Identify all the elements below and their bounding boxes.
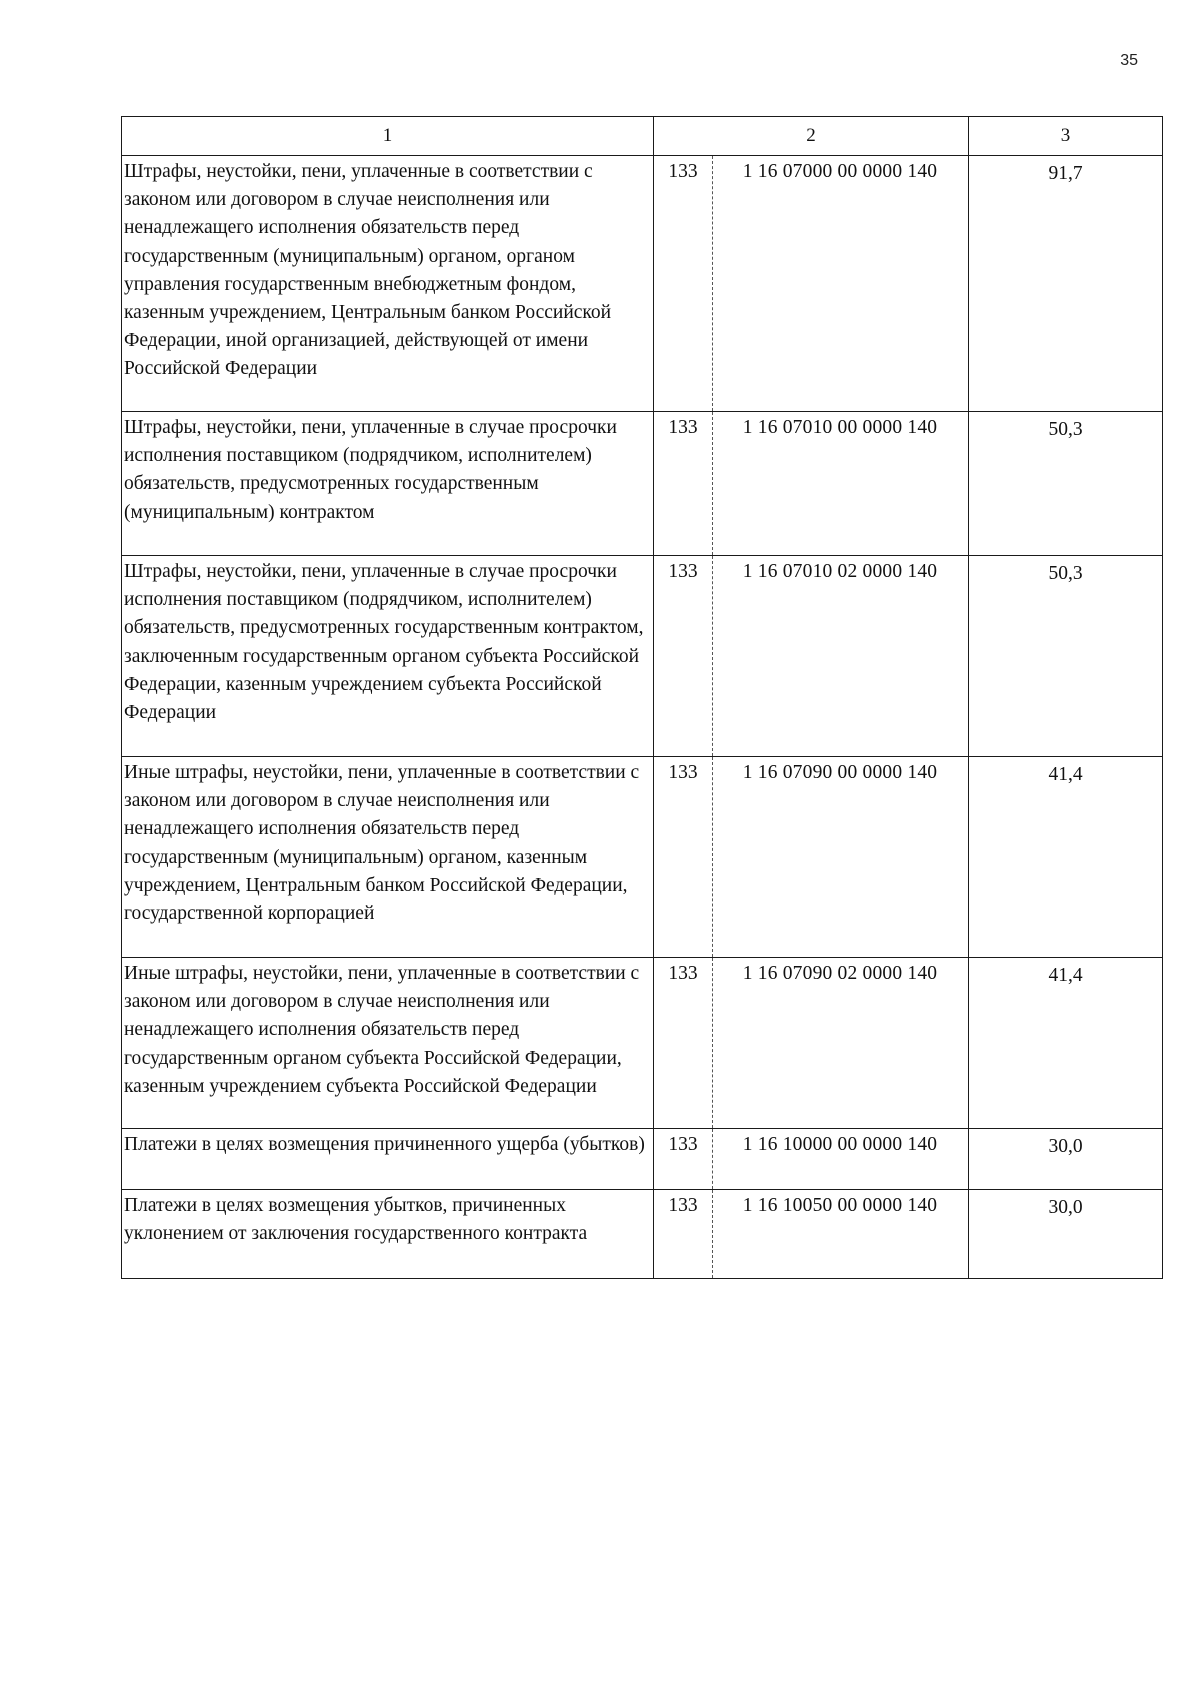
admin-code: 133	[654, 412, 713, 555]
table-row	[122, 958, 1163, 1129]
kbk-code: 1 16 07090 00 0000 140	[742, 762, 938, 783]
row-description: Иные штрафы, неустойки, пени, уплаченные в соответствии с законом или договором в случае неисполнения или ненадлежащего исполнения обязательств перед государственным органом субъекта Российской Федерации, казенным учреждением субъекта Российской Федерации	[122, 958, 654, 1129]
admin-code: 133	[654, 1190, 713, 1278]
kbk-code: 1 16 07010 00 0000 140	[742, 417, 938, 438]
admin-code: 133	[654, 958, 713, 1128]
column-header-1: 1	[122, 117, 654, 156]
column-header-2: 2	[654, 117, 969, 156]
table-row	[122, 412, 1163, 556]
row-code-cell	[654, 412, 969, 556]
row-amount: 41,4	[969, 757, 1163, 958]
admin-code: 133	[654, 757, 713, 957]
table-row	[122, 1190, 1163, 1279]
table-row	[122, 757, 1163, 958]
row-amount: 41,4	[969, 958, 1163, 1129]
column-header-3: 3	[969, 117, 1163, 156]
kbk-code: 1 16 07010 02 0000 140	[742, 561, 938, 582]
admin-code: 133	[654, 556, 713, 756]
row-amount: 30,0	[969, 1190, 1163, 1279]
row-amount: 30,0	[969, 1129, 1163, 1190]
row-description: Штрафы, неустойки, пени, уплаченные в соответствии с законом или договором в случае неисполнения или ненадлежащего исполнения обязательств перед государственным (муниципальным) органом, органом управления государственным внебюджетным фондом, казенным учреждением, Центральным банком Российской Федерации, иной организацией, действующей от имени Российской Федерации	[122, 156, 654, 412]
table-row	[122, 156, 1163, 412]
kbk-code: 1 16 10050 00 0000 140	[742, 1195, 938, 1216]
kbk-code: 1 16 07090 02 0000 140	[742, 963, 938, 984]
kbk-code: 1 16 07000 00 0000 140	[742, 161, 938, 182]
row-code-cell	[654, 1129, 969, 1190]
row-description: Платежи в целях возмещения причиненного ущерба (убытков)	[122, 1129, 654, 1190]
table-row	[122, 1129, 1163, 1190]
kbk-code: 1 16 10000 00 0000 140	[742, 1134, 938, 1155]
row-code-cell	[654, 1190, 969, 1279]
row-description: Иные штрафы, неустойки, пени, уплаченные в соответствии с законом или договором в случае неисполнения или ненадлежащего исполнения обязательств перед государственным (муниципальным) органом, казенным учреждением, Центральным банком Российской Федерации, государственной корпорацией	[122, 757, 654, 958]
row-code-cell	[654, 156, 969, 412]
row-amount: 50,3	[969, 556, 1163, 757]
row-description: Штрафы, неустойки, пени, уплаченные в случае просрочки исполнения поставщиком (подрядчиком, исполнителем) обязательств, предусмотренных государственным контрактом, заключенным государственным органом субъекта Российской Федерации, казенным учреждением субъекта Российской Федерации	[122, 556, 654, 757]
row-code-cell	[654, 556, 969, 757]
row-amount: 91,7	[969, 156, 1163, 412]
page-number: 35	[1120, 52, 1138, 69]
row-code-cell	[654, 757, 969, 958]
row-description: Штрафы, неустойки, пени, уплаченные в случае просрочки исполнения поставщиком (подрядчиком, исполнителем) обязательств, предусмотренных государственным (муниципальным) контрактом	[122, 412, 654, 556]
admin-code: 133	[654, 1129, 713, 1189]
table-header-row	[122, 117, 1163, 156]
budget-revenue-table	[121, 116, 1163, 1279]
table-row	[122, 556, 1163, 757]
row-code-cell	[654, 958, 969, 1129]
row-description: Платежи в целях возмещения убытков, причиненных уклонением от заключения государственного контракта	[122, 1190, 654, 1279]
admin-code: 133	[654, 156, 713, 411]
row-amount: 50,3	[969, 412, 1163, 556]
